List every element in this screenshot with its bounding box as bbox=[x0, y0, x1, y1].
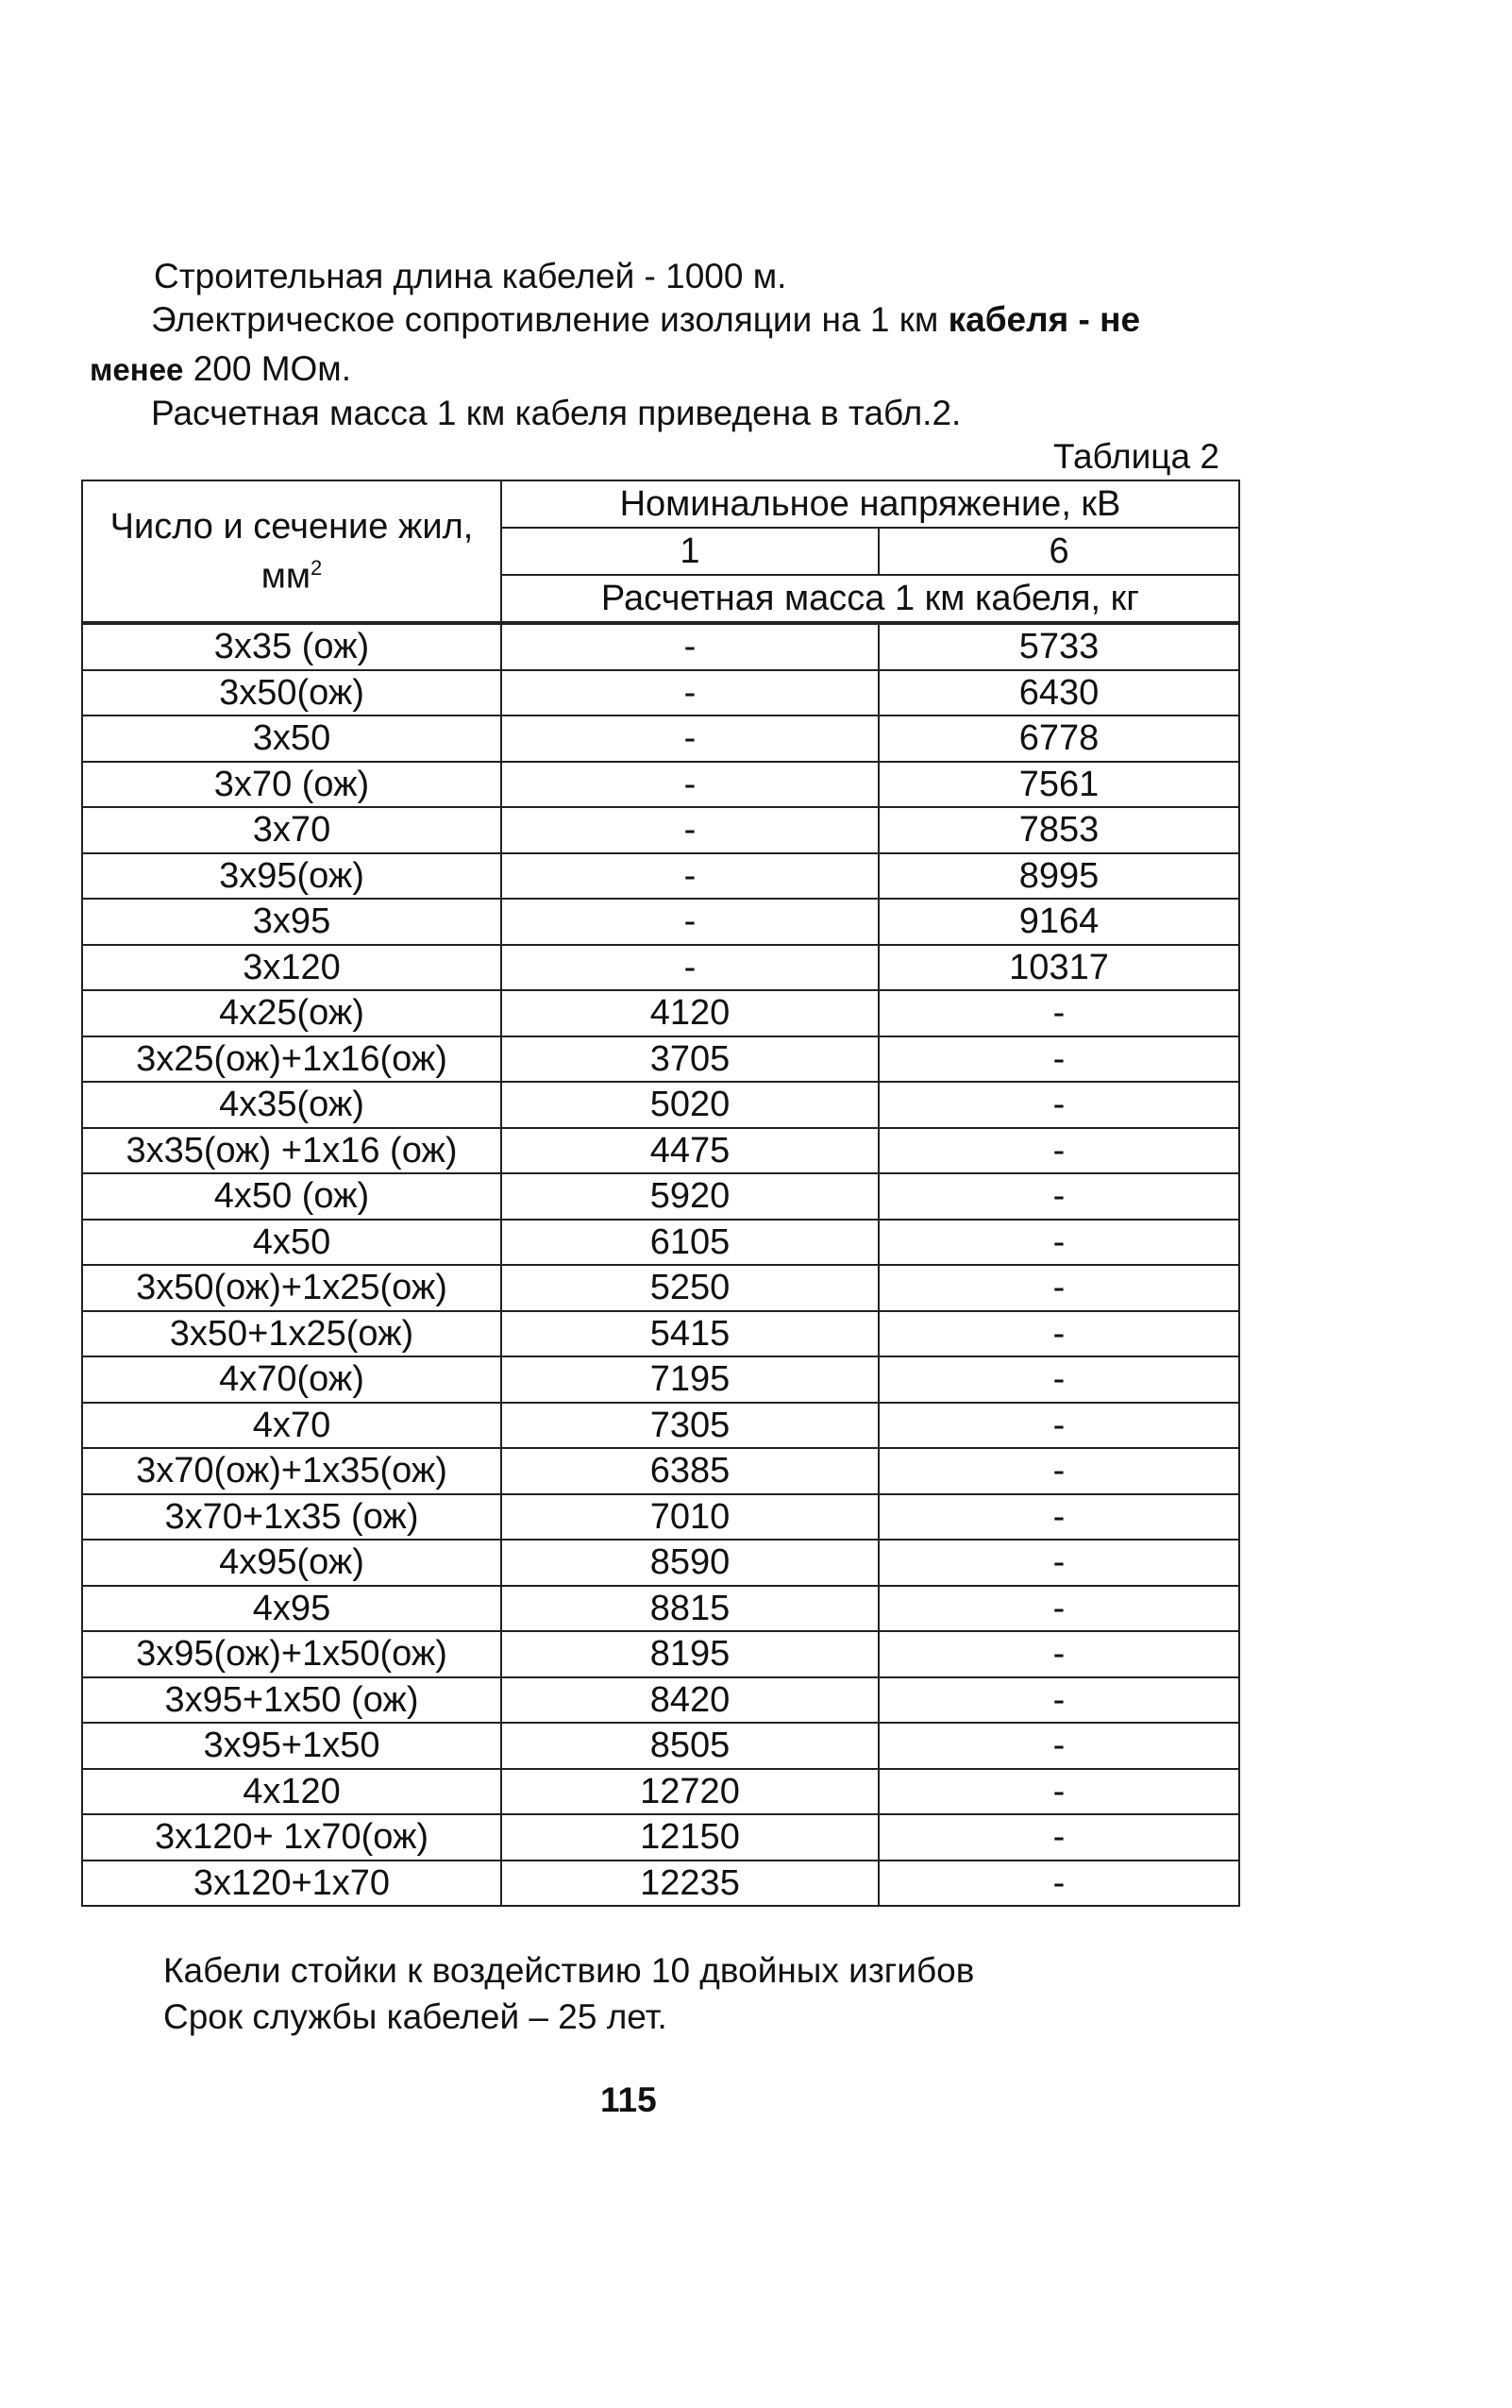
table-row bbox=[82, 762, 1239, 808]
footer-bend-resistance: Кабели стойки к воздействию 10 двойных изгибов bbox=[163, 1951, 975, 1990]
cell-mass-1kv: 6105 bbox=[501, 1220, 879, 1266]
table-row bbox=[82, 1036, 1239, 1083]
table-row bbox=[82, 945, 1239, 991]
cell-conductor-section: 4х50 bbox=[82, 1220, 501, 1266]
cell-mass-6kv: - bbox=[879, 1356, 1239, 1403]
table-caption: Таблица 2 bbox=[1053, 437, 1219, 476]
header-conductor-count-section: Число и сечение жил, $мм^2$ bbox=[82, 480, 501, 623]
table-row bbox=[82, 899, 1239, 945]
table-row bbox=[82, 1814, 1239, 1861]
table-row bbox=[82, 1403, 1239, 1449]
cell-mass-6kv: - bbox=[879, 1173, 1239, 1220]
cell-conductor-section: 3х95(ож)+1х50(ож) bbox=[82, 1631, 501, 1677]
cable-mass-table bbox=[81, 480, 1240, 1907]
cell-mass-1kv: - bbox=[501, 670, 879, 716]
cell-mass-1kv: - bbox=[501, 807, 879, 853]
cell-mass-6kv: - bbox=[879, 1311, 1239, 1357]
intro-line-insulation-minimum: менее 200 МОм. bbox=[90, 349, 352, 388]
intro-line-insulation-resistance: Электрическое сопротивление изоляции на 1 км кабеля - не bbox=[151, 300, 1141, 339]
cell-mass-1kv: 4475 bbox=[501, 1128, 879, 1174]
table-row bbox=[82, 1356, 1239, 1403]
header-nominal-voltage: Номинальное напряжение, кВ bbox=[501, 480, 1239, 528]
cell-conductor-section: 3х50(ож) bbox=[82, 670, 501, 716]
table-row bbox=[82, 1311, 1239, 1357]
cell-conductor-section: 3х95(ож) bbox=[82, 853, 501, 900]
cell-mass-6kv: - bbox=[879, 990, 1239, 1036]
cell-conductor-section: 4х120 bbox=[82, 1769, 501, 1815]
cell-mass-1kv: 5250 bbox=[501, 1265, 879, 1311]
header-voltage-6kv: 6 bbox=[879, 528, 1239, 575]
cell-mass-6kv: 9164 bbox=[879, 899, 1239, 945]
cell-mass-1kv: 5020 bbox=[501, 1082, 879, 1128]
table-row bbox=[82, 1173, 1239, 1220]
cell-mass-6kv: 5733 bbox=[879, 623, 1239, 670]
page-number: 115 bbox=[600, 2080, 657, 2119]
cell-mass-1kv: 6385 bbox=[501, 1448, 879, 1494]
cell-mass-1kv: 8815 bbox=[501, 1586, 879, 1632]
cell-conductor-section: 4х95(ож) bbox=[82, 1540, 501, 1586]
table-row bbox=[82, 1448, 1239, 1494]
cell-mass-1kv: - bbox=[501, 716, 879, 762]
cell-mass-1kv: - bbox=[501, 623, 879, 670]
cell-mass-6kv: - bbox=[879, 1494, 1239, 1541]
cell-mass-1kv: 5920 bbox=[501, 1173, 879, 1220]
table-row bbox=[82, 623, 1239, 670]
table-body bbox=[82, 623, 1239, 1906]
intro-line-mass-reference: Расчетная масса 1 км кабеля приведена в табл.2. bbox=[151, 394, 962, 432]
cell-conductor-section: 3х95 bbox=[82, 899, 501, 945]
cell-mass-6kv: - bbox=[879, 1448, 1239, 1494]
cell-mass-1kv: - bbox=[501, 762, 879, 808]
cell-mass-6kv: - bbox=[879, 1861, 1239, 1907]
cell-mass-6kv: 7561 bbox=[879, 762, 1239, 808]
cell-mass-1kv: - bbox=[501, 899, 879, 945]
cell-conductor-section: 3х25(ож)+1х16(ож) bbox=[82, 1036, 501, 1083]
cell-conductor-section: 4х70 bbox=[82, 1403, 501, 1449]
cell-mass-1kv: 7305 bbox=[501, 1403, 879, 1449]
table-row bbox=[82, 1128, 1239, 1174]
cell-conductor-section: 4х35(ож) bbox=[82, 1082, 501, 1128]
cell-conductor-section: 3х70 (ож) bbox=[82, 762, 501, 808]
cell-mass-6kv: - bbox=[879, 1082, 1239, 1128]
cell-mass-6kv: - bbox=[879, 1540, 1239, 1586]
header-calculated-mass: Расчетная масса 1 км кабеля, кг bbox=[501, 575, 1239, 623]
table-row bbox=[82, 1769, 1239, 1815]
cell-mass-1kv: 3705 bbox=[501, 1036, 879, 1083]
table-row bbox=[82, 1631, 1239, 1677]
table-row bbox=[82, 1586, 1239, 1632]
cell-mass-1kv: 12150 bbox=[501, 1814, 879, 1861]
cell-conductor-section: 3х50 bbox=[82, 716, 501, 762]
header-voltage-1kv: 1 bbox=[501, 528, 879, 575]
cell-mass-1kv: - bbox=[501, 945, 879, 991]
cell-mass-6kv: 7853 bbox=[879, 807, 1239, 853]
cell-conductor-section: 3х120+ 1х70(ож) bbox=[82, 1814, 501, 1861]
table-row bbox=[82, 1082, 1239, 1128]
table-row bbox=[82, 1494, 1239, 1541]
cell-mass-1kv: 12235 bbox=[501, 1861, 879, 1907]
cell-conductor-section: 3х50(ож)+1х25(ож) bbox=[82, 1265, 501, 1311]
cell-mass-1kv: 8590 bbox=[501, 1540, 879, 1586]
cell-mass-1kv: 4120 bbox=[501, 990, 879, 1036]
cell-conductor-section: 3х35 (ож) bbox=[82, 623, 501, 670]
cell-mass-6kv: 8995 bbox=[879, 853, 1239, 900]
cell-conductor-section: 4х25(ож) bbox=[82, 990, 501, 1036]
intro-line-construction-length: Строительная длина кабелей - 1000 м. bbox=[154, 257, 787, 295]
cell-mass-6kv: - bbox=[879, 1677, 1239, 1724]
table-row bbox=[82, 670, 1239, 716]
cell-conductor-section: 3х35(ож) +1х16 (ож) bbox=[82, 1128, 501, 1174]
cell-conductor-section: 4х50 (ож) bbox=[82, 1173, 501, 1220]
table-row bbox=[82, 1265, 1239, 1311]
cell-mass-6kv: - bbox=[879, 1769, 1239, 1815]
table-row bbox=[82, 1220, 1239, 1266]
cell-mass-1kv: 8195 bbox=[501, 1631, 879, 1677]
cell-mass-6kv: - bbox=[879, 1723, 1239, 1769]
cell-conductor-section: 3х120+1х70 bbox=[82, 1861, 501, 1907]
table-row bbox=[82, 853, 1239, 900]
cell-conductor-section: 3х70+1х35 (ож) bbox=[82, 1494, 501, 1541]
cell-mass-1kv: - bbox=[501, 853, 879, 900]
cell-mass-1kv: 8420 bbox=[501, 1677, 879, 1724]
cell-mass-6kv: - bbox=[879, 1265, 1239, 1311]
cell-mass-6kv: - bbox=[879, 1220, 1239, 1266]
footer-service-life: Срок службы кабелей – 25 лет. bbox=[163, 1997, 667, 2036]
cell-mass-6kv: 6430 bbox=[879, 670, 1239, 716]
cell-mass-1kv: 12720 bbox=[501, 1769, 879, 1815]
cell-mass-1kv: 7010 bbox=[501, 1494, 879, 1541]
cell-mass-6kv: - bbox=[879, 1586, 1239, 1632]
table-row bbox=[82, 1723, 1239, 1769]
table-row bbox=[82, 1677, 1239, 1724]
cell-mass-6kv: - bbox=[879, 1814, 1239, 1861]
cell-mass-6kv: - bbox=[879, 1631, 1239, 1677]
cell-mass-6kv: - bbox=[879, 1128, 1239, 1174]
table-row bbox=[82, 990, 1239, 1036]
cell-conductor-section: 3х120 bbox=[82, 945, 501, 991]
cell-mass-6kv: - bbox=[879, 1036, 1239, 1083]
cell-mass-1kv: 7195 bbox=[501, 1356, 879, 1403]
cell-mass-6kv: 6778 bbox=[879, 716, 1239, 762]
cell-conductor-section: 3х50+1х25(ож) bbox=[82, 1311, 501, 1357]
cell-mass-1kv: 5415 bbox=[501, 1311, 879, 1357]
cell-conductor-section: 4х70(ож) bbox=[82, 1356, 501, 1403]
cell-conductor-section: 4х95 bbox=[82, 1586, 501, 1632]
table-row bbox=[82, 807, 1239, 853]
cell-conductor-section: 3х70 bbox=[82, 807, 501, 853]
cell-mass-1kv: 8505 bbox=[501, 1723, 879, 1769]
table-row bbox=[82, 1861, 1239, 1907]
cell-mass-6kv: 10317 bbox=[879, 945, 1239, 991]
table-row bbox=[82, 716, 1239, 762]
cell-conductor-section: 3х70(ож)+1х35(ож) bbox=[82, 1448, 501, 1494]
cell-conductor-section: 3х95+1х50 (ож) bbox=[82, 1677, 501, 1724]
cell-mass-6kv: - bbox=[879, 1403, 1239, 1449]
table-row bbox=[82, 1540, 1239, 1586]
cell-conductor-section: 3х95+1х50 bbox=[82, 1723, 501, 1769]
